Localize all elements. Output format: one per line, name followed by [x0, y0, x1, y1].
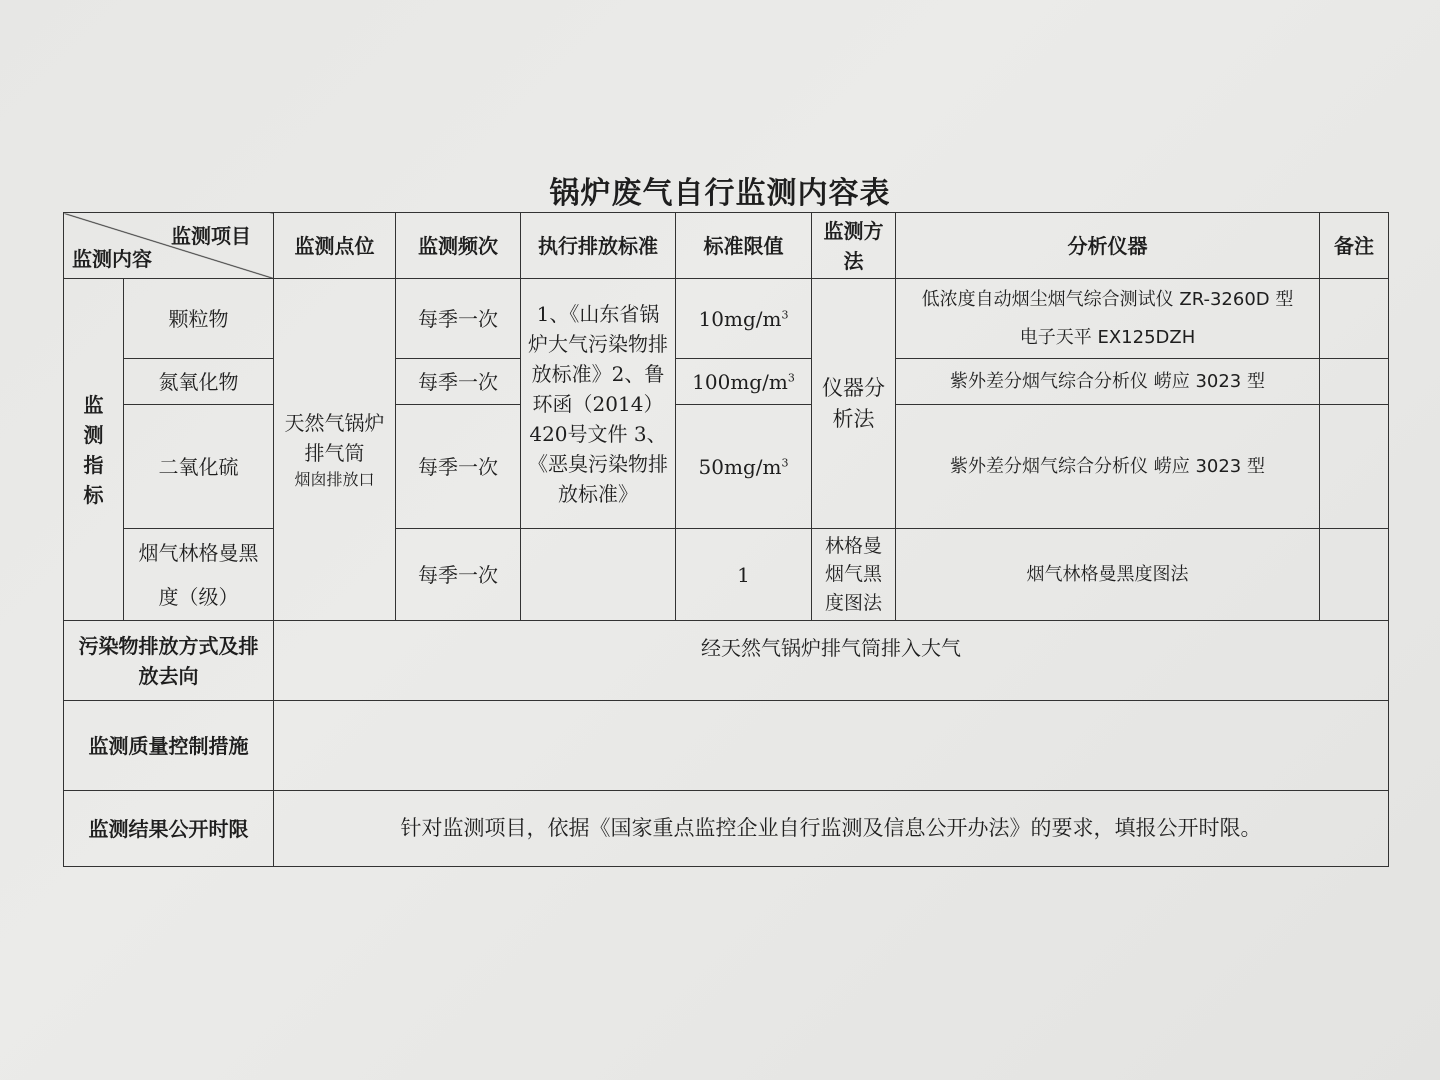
header-monitoring-item: 监测项目 [171, 224, 251, 248]
discharge-row [64, 621, 1389, 701]
limit-value-cell: $10mg/m^3$ [676, 279, 812, 359]
quality-control-label: 监测质量控制措施 [64, 701, 274, 791]
instrument-cell: 低浓度自动烟尘烟气综合测试仪 ZR-3260D 型 电子天平 EX125DZH [896, 279, 1320, 359]
header-standard: 执行排放标准 [521, 213, 676, 279]
discharge-value: 经天然气锅炉排气筒排入大气 [274, 621, 1389, 701]
header-location: 监测点位 [274, 213, 396, 279]
limit-value-cell: $100mg/m^3$ [676, 359, 812, 405]
frequency-cell: 每季一次 [396, 405, 521, 529]
limit-value-cell: 1 [676, 529, 812, 621]
table-row [64, 405, 1389, 529]
method-ringelmann: 林格曼烟气黑度图法 [812, 529, 896, 621]
method-instrument-analysis: 仪器分析法 [812, 279, 896, 529]
standards-blank-cell [521, 529, 676, 621]
publish-value: 针对监测项目，依据《国家重点监控企业自行监测及信息公开办法》的要求，填报公开时限。 [274, 791, 1389, 867]
frequency-cell: 每季一次 [396, 279, 521, 359]
instrument-cell: 紫外差分烟气综合分析仪 崂应 3023 型 [896, 405, 1320, 529]
instrument-cell: 紫外差分烟气综合分析仪 崂应 3023 型 [896, 359, 1320, 405]
instrument-cell: 烟气林格曼黑度图法 [896, 529, 1320, 621]
table-row [64, 359, 1389, 405]
header-monitoring-content: 监测内容 [72, 247, 152, 271]
header-row [64, 213, 1389, 279]
frequency-cell: 每季一次 [396, 359, 521, 405]
header-method: 监测方法 [812, 213, 896, 279]
quality-control-row [64, 701, 1389, 791]
monitoring-table [63, 212, 1389, 867]
header-limit: 标准限值 [676, 213, 812, 279]
monitoring-location: 天然气锅炉 排气筒 烟囱排放口 [274, 279, 396, 621]
remark-cell [1320, 529, 1389, 621]
header-diagonal-cell [64, 213, 274, 279]
group-label-monitoring-indicators: 监 测 指 标 [64, 279, 124, 621]
table-row [64, 529, 1389, 621]
publish-row [64, 791, 1389, 867]
item-sulfur-dioxide: 二氧化硫 [124, 405, 274, 529]
item-nitrogen-oxides: 氮氧化物 [124, 359, 274, 405]
page-title: 锅炉废气自行监测内容表 [549, 176, 891, 211]
limit-value-cell: $50mg/m^3$ [676, 405, 812, 529]
header-frequency: 监测频次 [396, 213, 521, 279]
header-instrument: 分析仪器 [896, 213, 1320, 279]
publish-label: 监测结果公开时限 [64, 791, 274, 867]
item-particulates: 颗粒物 [124, 279, 274, 359]
discharge-label: 污染物排放方式及排放去向 [64, 621, 274, 701]
quality-control-value [274, 701, 1389, 791]
item-ringelmann-blackness: 烟气林格曼黑度（级） [124, 529, 274, 621]
frequency-cell: 每季一次 [396, 529, 521, 621]
remark-cell [1320, 405, 1389, 529]
header-remark: 备注 [1320, 213, 1389, 279]
remark-cell [1320, 279, 1389, 359]
remark-cell [1320, 359, 1389, 405]
table-row [64, 279, 1389, 359]
emission-standards: 1、《山东省锅炉大气污染物排放标准》2、鲁环函（2014）420号文件 3、《恶臭污染物排放标准》 [521, 279, 676, 529]
